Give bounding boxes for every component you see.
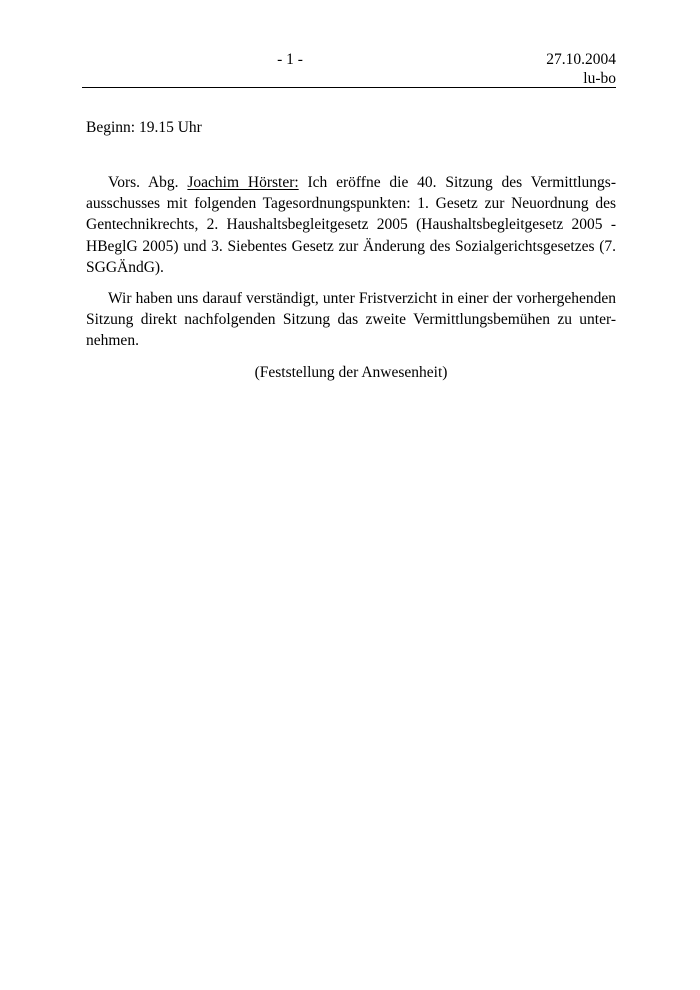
attendance-note: (Feststellung der Anwesenheit): [254, 363, 448, 381]
protocol-body: [86, 172, 616, 383]
opening-paragraph: [86, 172, 616, 278]
agreement-paragraph: Wir haben uns darauf verständigt, unter Fristverzicht in einer der vorhergehenden Sitzung direkt nachfolgenden Sitzung das zweite Vermittlungsbemühen zu unter-nehmen.: [86, 290, 616, 350]
header-date: 27.10.2004: [546, 51, 616, 68]
header-divider: [82, 87, 616, 88]
session-start-time: Beginn: 19.15 Uhr: [86, 119, 202, 136]
page-number: - 1 -: [277, 51, 303, 68]
speaker-name: Joachim Hörster:: [187, 174, 299, 191]
speaker-prefix: Vors. Abg.: [108, 174, 179, 191]
header-code: lu-bo: [583, 70, 616, 87]
header-meta: [546, 50, 616, 88]
opening-paragraph-text: Ich eröffne die 40. Sitzung des Vermittlungs-ausschusses mit folgenden Tagesordnungspunkten: 1. Gesetz zur Neuordnung des Gentechnikrechts, 2. Haushaltsbegleitgesetz 2005 (Haushaltsbegleitgesetz 2005 - HBeglG 2005) und 3. Siebentes Gesetz zur Änderung des Sozialgerichtsgesetzes (7. SGGÄndG).: [86, 174, 617, 276]
